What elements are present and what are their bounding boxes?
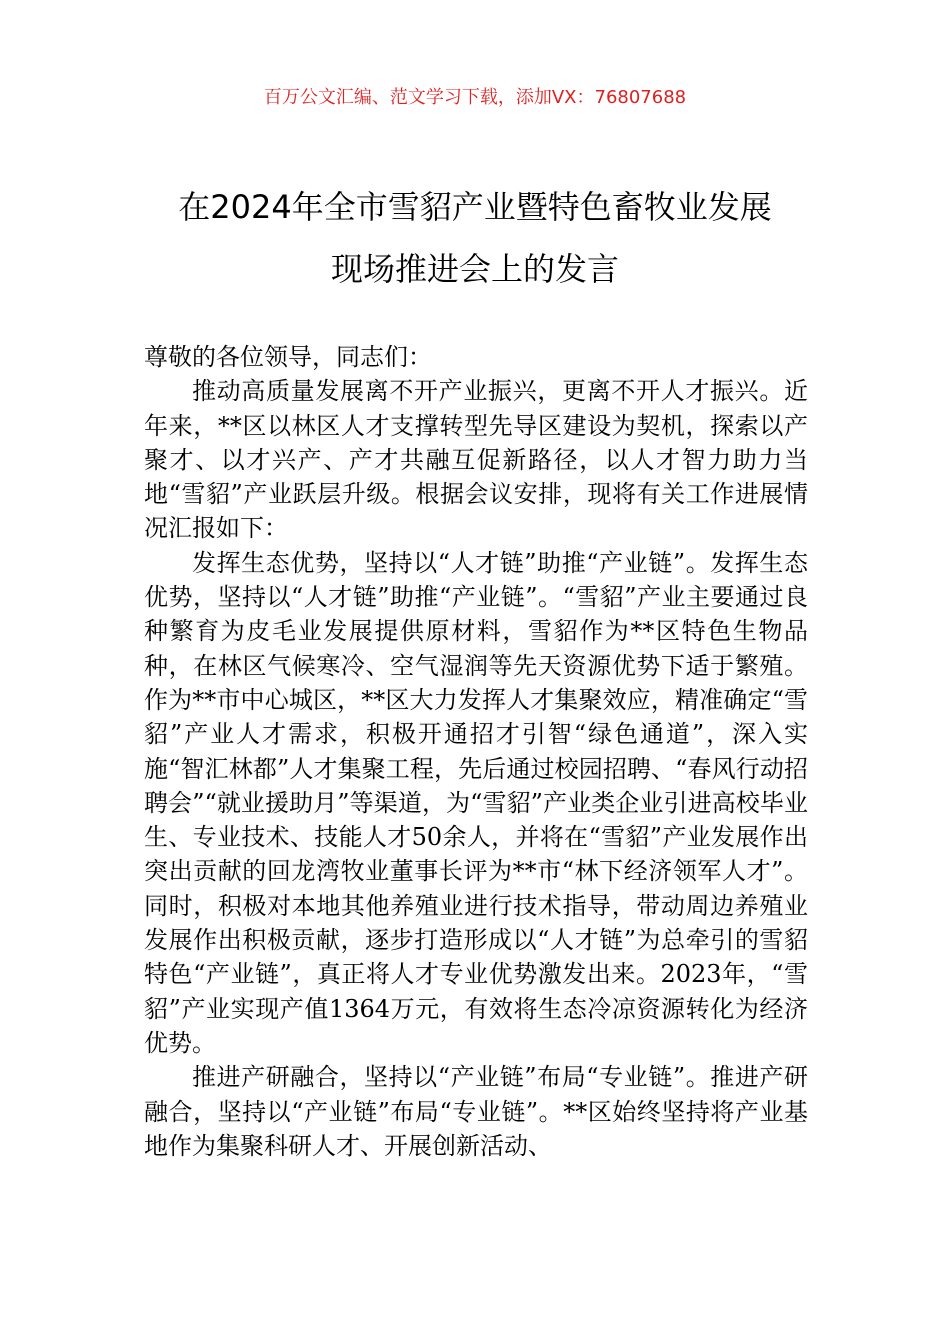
paragraph-research: 推进产研融合，坚持以“产业链”布局“专业链”。推进产研融合，坚持以“产业链”布局“专业链”。**区始终坚持将产业基地作为集聚科研人才、开展创新活动、 (144, 1063, 808, 1160)
document-body (144, 340, 808, 1163)
title-line-1: 在2024年全市雪貂产业暨特色畜牧业发展 (178, 188, 772, 226)
paragraph-intro: 推动高质量发展离不开产业振兴，更离不开人才振兴。近年来，**区以林区人才支撑转型先导区建设为契机，探索以产聚才、以才兴产、产才共融互促新路径，以人才智力助力当地“雪貂”产业跃层升级。根据会议安排，现将有关工作进展情况汇报如下： (144, 377, 808, 543)
document-title (60, 176, 890, 300)
salutation: 尊敬的各位领导，同志们： (144, 343, 432, 371)
title-line-2: 现场推进会上的发言 (330, 250, 619, 288)
paragraph-ecology: 发挥生态优势，坚持以“人才链”助推“产业链”。发挥生态优势，坚持以“人才链”助推“产业链”。“雪貂”产业主要通过良种繁育为皮毛业发展提供原材料，雪貂作为**区特色生物品种，在林区气候寒冷、空气湿润等先天资源优势下适于繁殖。作为**市中心城区，**区大力发挥人才集聚效应，精准确定“雪貂”产业人才需求，积极开通招才引智“绿色通道”，深入实施“智汇林都”人才集聚工程，先后通过校园招聘、“春风行动招聘会”“就业援助月”等渠道，为“雪貂”产业类企业引进高校毕业生、专业技术、技能人才50余人，并将在“雪貂”产业发展作出突出贡献的回龙湾牧业董事长评为**市“林下经济领军人才”。同时，积极对本地其他养殖业进行技术指导，带动周边养殖业发展作出积极贡献，逐步打造形成以“人才链”为总牵引的雪貂特色“产业链”，真正将人才专业优势激发出来。2023年，“雪貂”产业实现产值1364万元，有效将生态冷凉资源转化为经济优势。 (144, 548, 808, 1057)
watermark-banner: 百万公文汇编、范文学习下载，添加VX：76807688 (263, 87, 687, 108)
